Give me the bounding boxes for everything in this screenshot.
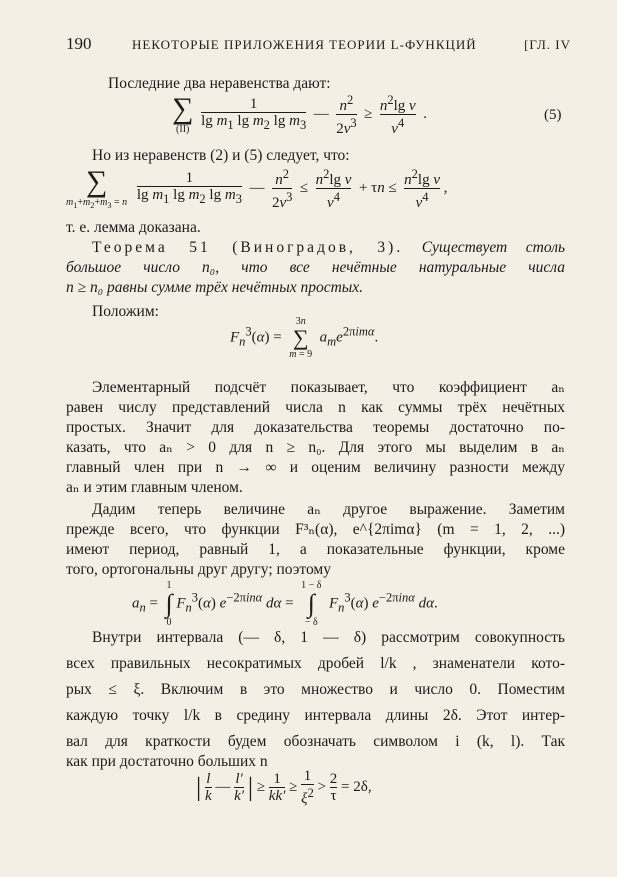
text-line: Дадим теперь величине aₙ другое выражение. Заметим [92,501,565,518]
text-line: казать, что aₙ > 0 для n ≥ n₀. Для этого мы выделим в aₙ [66,439,565,456]
formula-generating: $F_n^3(\alpha)$ = 3n ∑ m = 9 $a_me^{2\pi im\alpha}$. [230,316,379,360]
text-line: главный член при n → ∞ и оценим величину разности между [66,459,565,476]
text-line: aₙ и этим главным членом. [66,479,243,496]
text-line: простых. Значит для доказательства теоремы достаточно по- [66,419,565,436]
theorem-text: n ≥ n₀ равны сумме трёх нечётных простых. [66,279,364,296]
text-line: имеют период, равный 1, а показательные функции, кроме [66,541,565,558]
text-line: Внутри интервала (— δ, 1 — δ) рассмотрим совокупность [92,629,565,646]
text-line: Но из неравенств (2) и (5) следует, что: [92,147,350,164]
text-line: прежде всего, что функции F³ₙ(α), e^{2πimα} (m = 1, 2, ...) [66,521,565,538]
page-number: 190 [66,34,92,53]
text-line: равен числу представлений числа n как суммы трёх нечётных [66,399,565,416]
text-line: всех правильных несократимых дробей l/k , знаменатели кото- [66,655,565,672]
text-line: т. е. лемма доказана. [66,219,201,236]
text-line: Положим: [92,303,159,320]
text-line: вал для краткости будем обозначать символом i (k, l). Так [66,733,565,750]
text-line: того, ортогональны друг другу; поэтому [66,561,331,578]
chapter-marker: [ГЛ. IV [524,37,571,52]
formula-integral: $a_n$ = 1 ∫ 0 $F_n^3(\alpha)$ $e^{-2\pi in\alpha}$ dα = 1 − δ ∫ − δ $F_n^3(\alpha)$ $e^{-2\pi in\alpha}$ dα. [132,580,438,628]
formula-6: ∑ $m_1+m_2+m_3 = n$ $\frac{1}{\lg m_1 \lg m_2 \lg m_3}$ — $\frac{n^2}{2\nu^3}$ ≤ $\frac{n^2\lg \nu}{\nu^4}$ + τn ≤ $\frac{n^2\lg \nu}{\nu^4}$ , [66,165,448,211]
formula-5: ∑ (II) $\frac{1}{\lg m_1 \lg m_2 \lg m_3}$ — $\frac{n^2}{2\nu^3}$ ≥ $\frac{n^2\lg \nu}{\nu^4}$ . [172,92,427,137]
formula-inequality: | $\frac{l}{k}$ — $\frac{l'}{k'}$ | ≥ $\frac{1}{kk'}$ ≥ $\frac{1}{\xi^2}$ > $\frac{2}{\tau}$ = 2δ, [196,768,372,807]
text-line: Элементарный подсчёт показывает, что коэффициент aₙ [92,379,565,396]
equation-number: (5) [544,107,562,123]
theorem-line: Теорема 51 (Виноградов, 3). Существует столь [92,239,566,256]
running-header [66,34,571,54]
text-line: Последние два неравенства дают: [108,75,331,92]
text-line: каждую точку l/k в средину интервала длины 2δ. Этот интер- [66,707,565,724]
text-line: рых ≤ ξ. Включим в это множество и число 0. Поместим [66,681,565,698]
theorem-text: большое число n₀, что все нечётные натуральные числа [66,259,565,276]
running-title: НЕКОТОРЫЕ ПРИЛОЖЕНИЯ ТЕОРИИ L-ФУНКЦИЙ [132,37,477,52]
text-line: как при достаточно больших n [66,753,268,770]
